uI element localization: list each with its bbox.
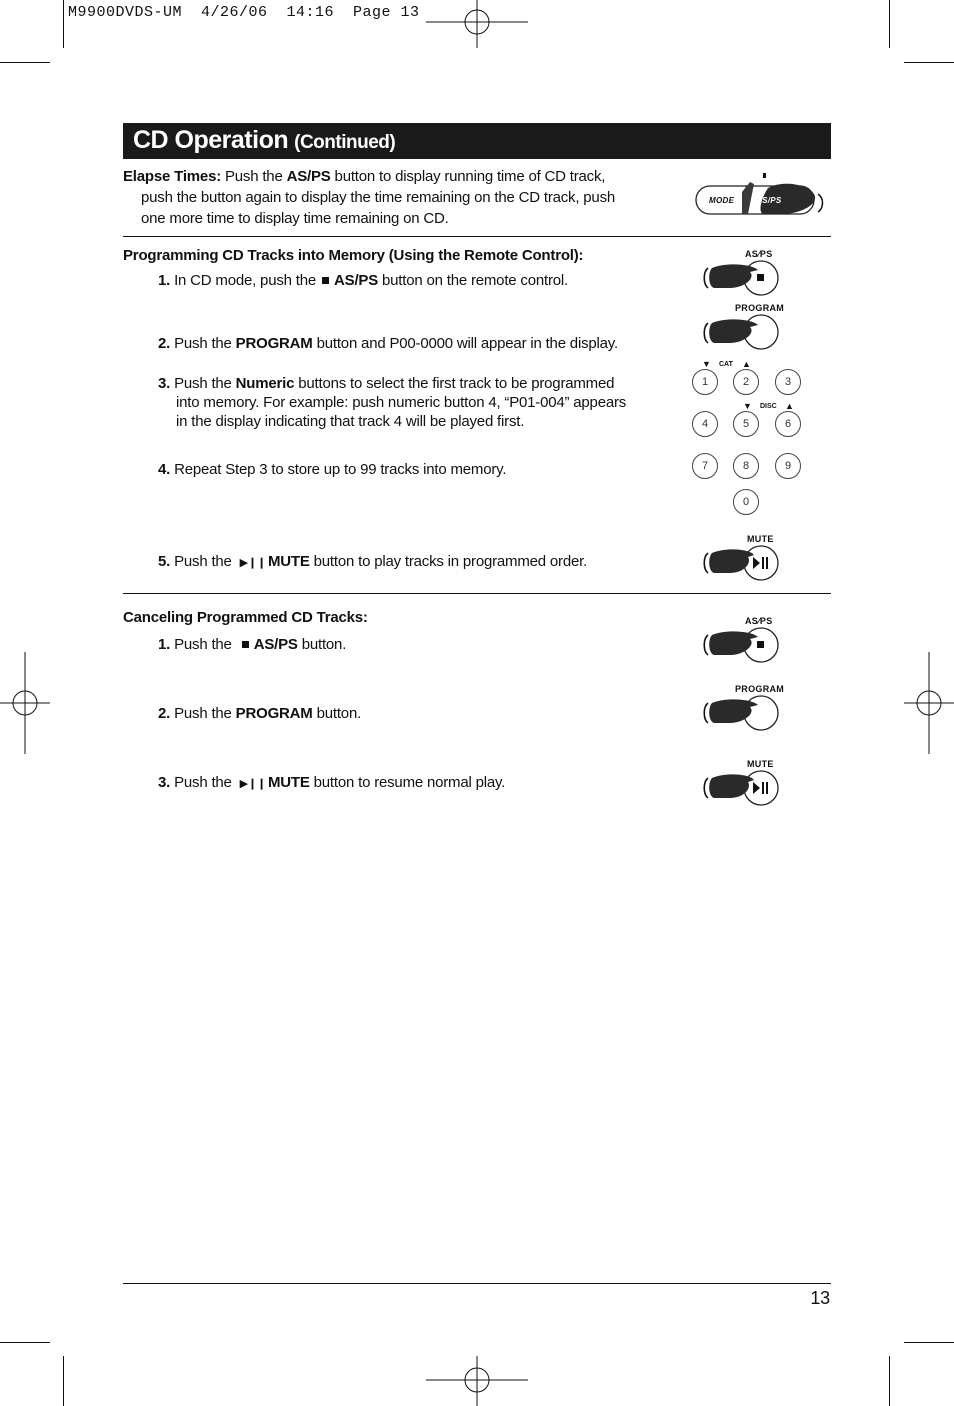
asps-key-name: AS/PS (286, 168, 331, 185)
numeric-key-3: 3 (775, 369, 801, 395)
numeric-key-1: 1 (692, 369, 718, 395)
step-text: Push the (174, 335, 232, 352)
program-button-label: PROGRAM (735, 303, 785, 313)
step-text: button on the remote control. (382, 272, 568, 289)
program-step-4 (158, 460, 506, 480)
step-text: button to play tracks in programmed order. (313, 553, 588, 570)
step-text: button and P00-0000 will appear in the display. (316, 335, 618, 352)
mute-button-figure (700, 543, 790, 583)
crop-mark (889, 1356, 890, 1406)
printer-slug: M9900DVDS-UM 4/26/06 14:16 Page 13 (68, 4, 420, 21)
step-number: 3. (158, 774, 171, 791)
cat-label: CAT (719, 361, 733, 368)
section-title-bar (123, 123, 831, 159)
elapse-label: Elapse Times: (123, 168, 222, 185)
crop-mark (63, 1356, 64, 1406)
step-number: 2. (158, 705, 171, 722)
asps-button-label: AS∕PS (745, 616, 773, 626)
registration-mark-icon (0, 652, 50, 754)
stop-icon (322, 277, 329, 284)
program-step-3 (158, 374, 614, 394)
step-text: Repeat Step 3 to store up to 99 tracks into memory. (174, 461, 507, 478)
program-step-3-line-2: into memory. For example: push numeric button 4, “P01-004” appears (176, 394, 627, 411)
down-arrow-icon: ▼ (743, 401, 752, 411)
registration-mark-icon (426, 1356, 528, 1406)
asps-key-name: AS/PS (253, 636, 298, 653)
footer-rule (123, 1283, 831, 1284)
crop-mark (63, 0, 64, 48)
crop-mark (0, 62, 50, 63)
numeric-key-5: 5 (733, 411, 759, 437)
elapse-line-2: push the button again to display the time remaining on the CD track, push (141, 189, 616, 206)
play-pause-icon: ▶❙❙ (239, 778, 266, 790)
elapse-text: button to display running time of CD track, (334, 168, 606, 185)
crop-mark (889, 0, 890, 48)
step-number: 5. (158, 553, 171, 570)
mute-button-label: MUTE (747, 759, 774, 769)
step-number: 1. (158, 636, 171, 653)
step-text: Push the (174, 774, 232, 791)
mute-button-label: MUTE (747, 534, 774, 544)
asps-button-figure (700, 258, 790, 298)
step-text: button. (316, 705, 362, 722)
program-button-figure (700, 693, 790, 733)
numeric-key-8: 8 (733, 453, 759, 479)
program-step-2 (158, 334, 618, 354)
stop-icon (242, 641, 249, 648)
numeric-key-6: 6 (775, 411, 801, 437)
page-title (133, 126, 395, 155)
numeric-key-4: 4 (692, 411, 718, 437)
step-number: 4. (158, 461, 171, 478)
step-text: Push the (174, 636, 232, 653)
step-text: button to resume normal play. (313, 774, 506, 791)
step-text: Push the (174, 705, 232, 722)
programming-heading: Programming CD Tracks into Memory (Using the Remote Control): (123, 247, 584, 264)
numeric-key-name: Numeric (235, 375, 295, 392)
divider (123, 593, 831, 594)
asps-button-figure (700, 625, 790, 665)
divider (123, 236, 831, 237)
asps-panel-label: AS/PS (756, 196, 782, 205)
up-arrow-icon: ▲ (742, 359, 751, 369)
disc-label: DISC (760, 403, 777, 410)
title-main: CD Operation (133, 126, 289, 154)
registration-mark-icon (904, 652, 954, 754)
numeric-key-9: 9 (775, 453, 801, 479)
step-text: Push the (174, 553, 232, 570)
down-arrow-icon: ▼ (702, 359, 711, 369)
numeric-key-0: 0 (733, 489, 759, 515)
page-number: 13 (810, 1288, 830, 1308)
elapse-text: Push the (224, 168, 283, 185)
program-button-label: PROGRAM (735, 684, 785, 694)
up-arrow-icon: ▲ (785, 401, 794, 411)
numeric-key-7: 7 (692, 453, 718, 479)
mute-key-name: MUTE (267, 774, 310, 791)
step-text: buttons to select the first track to be programmed (298, 375, 615, 392)
step-number: 1. (158, 272, 171, 289)
step-number: 2. (158, 335, 171, 352)
program-button-figure (700, 313, 790, 353)
program-step-1 (158, 271, 568, 291)
mode-label: MODE (709, 196, 735, 205)
step-text: button. (301, 636, 347, 653)
cancel-step-2 (158, 704, 361, 724)
program-key-name: PROGRAM (235, 335, 313, 352)
mute-button-figure (700, 768, 790, 808)
asps-button-label: AS∕PS (745, 249, 773, 259)
step-text: In CD mode, push the (174, 272, 317, 289)
mute-key-name: MUTE (267, 553, 310, 570)
title-sub: (Continued) (294, 132, 396, 153)
asps-key-name: AS/PS (334, 272, 379, 289)
elapse-line-3: one more time to display time remaining on CD. (141, 210, 449, 227)
canceling-heading: Canceling Programmed CD Tracks: (123, 609, 368, 626)
play-pause-icon: ▶❙❙ (239, 557, 266, 569)
step-number: 3. (158, 375, 171, 392)
program-key-name: PROGRAM (235, 705, 313, 722)
crop-mark (904, 62, 954, 63)
program-step-5 (158, 552, 587, 573)
cancel-step-3 (158, 773, 505, 794)
crop-mark (0, 1342, 50, 1343)
cancel-step-1 (158, 635, 346, 655)
program-step-3-line-3: in the display indicating that track 4 will be played first. (176, 413, 525, 430)
step-text: Push the (174, 375, 232, 392)
crop-mark (904, 1342, 954, 1343)
numeric-key-2: 2 (733, 369, 759, 395)
elapse-line-1 (123, 167, 605, 187)
registration-mark-icon (426, 0, 528, 48)
